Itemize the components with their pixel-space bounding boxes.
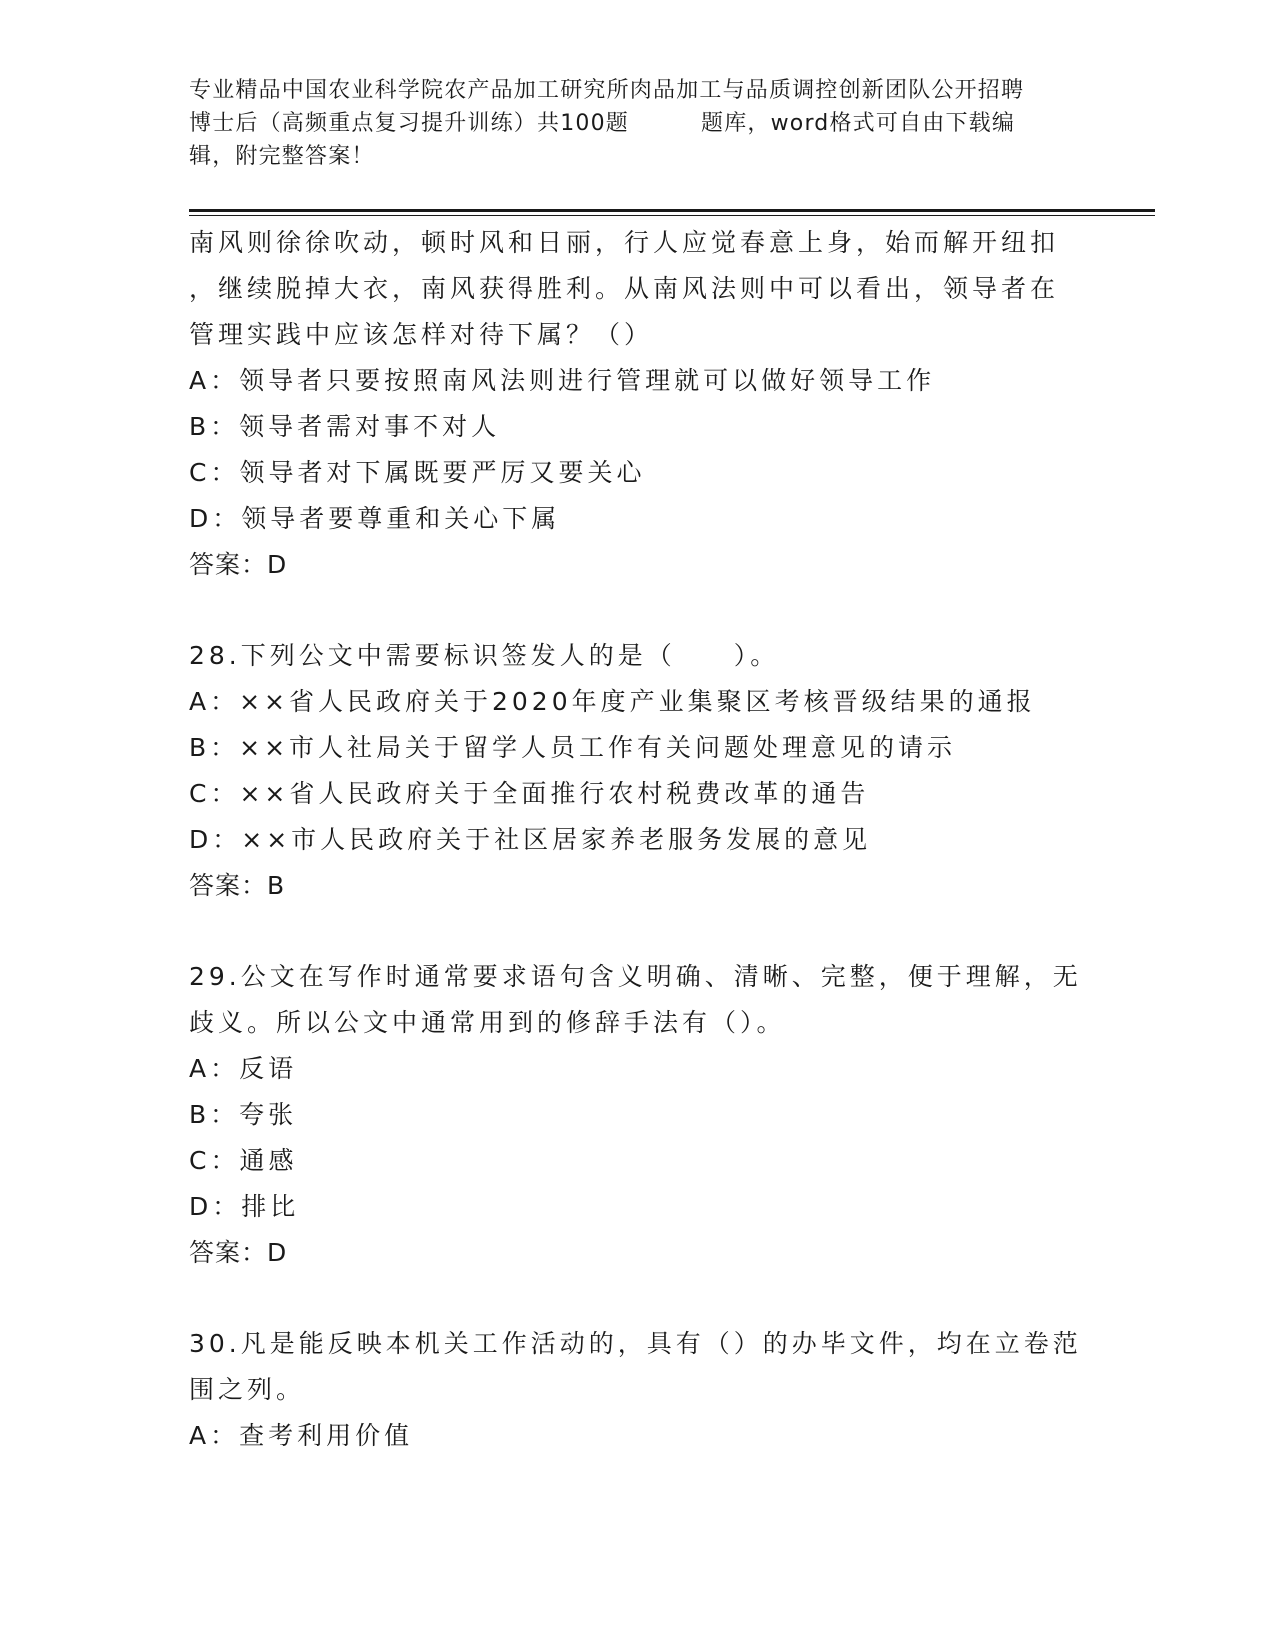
answer: 答案：D [189, 550, 288, 579]
option-a: A：反语 [189, 1054, 298, 1083]
option-a: A：领导者只要按照南风法则进行管理就可以做好领导工作 [189, 366, 936, 395]
option-b: B：夸张 [189, 1100, 298, 1129]
option-d: D：××市人民政府关于社区居家养老服务发展的意见 [189, 825, 872, 854]
question-text: 南风则徐徐吹动，顿时风和日丽，行人应觉春意上身，始而解开纽扣 [189, 228, 1060, 257]
question-28 [189, 633, 1089, 909]
document-header [189, 74, 1089, 173]
header-rule-thick [189, 209, 1155, 212]
question-27 [189, 220, 1089, 588]
document-body [189, 220, 1089, 1459]
question-stem: 29.公文在写作时通常要求语句含义明确、清晰、完整，便于理解，无 [189, 962, 1082, 991]
header-line-3: 辑，附完整答案！ [189, 144, 375, 169]
question-stem: 围之列。 [189, 1375, 306, 1404]
option-c: C：××省人民政府关于全面推行农村税费改革的通告 [189, 779, 870, 808]
option-c: C：领导者对下属既要严厉又要关心 [189, 458, 646, 487]
question-29 [189, 954, 1089, 1276]
question-text: 管理实践中应该怎样对待下属？（） [189, 320, 654, 349]
question-stem: 28.下列公文中需要标识签发人的是（ ）。 [189, 641, 780, 670]
option-d: D：领导者要尊重和关心下属 [189, 504, 561, 533]
answer: 答案：D [189, 1238, 288, 1267]
option-b: B：领导者需对事不对人 [189, 412, 501, 441]
header-rule-thin [189, 215, 1155, 216]
header-line-2-left: 博士后（高频重点复习提升训练）共100题 [189, 111, 629, 136]
option-a: A：查考利用价值 [189, 1421, 414, 1450]
option-c: C：通感 [189, 1146, 298, 1175]
header-line-2 [189, 107, 1089, 140]
question-stem: 30.凡是能反映本机关工作活动的，具有（）的办毕文件，均在立卷范 [189, 1329, 1082, 1358]
header-line-2-right: 题库，word格式可自由下载编 [701, 111, 1016, 136]
answer: 答案：B [189, 871, 286, 900]
question-stem: 歧义。所以公文中通常用到的修辞手法有（）。 [189, 1008, 786, 1037]
option-b: B：××市人社局关于留学人员工作有关问题处理意见的请示 [189, 733, 957, 762]
header-line-1: 专业精品中国农业科学院农产品加工研究所肉品加工与品质调控创新团队公开招聘 [189, 78, 1025, 103]
option-a: A：××省人民政府关于2020年度产业集聚区考核晋级结果的通报 [189, 687, 1036, 716]
option-d: D：排比 [189, 1192, 300, 1221]
question-30 [189, 1321, 1089, 1459]
question-text: ，继续脱掉大衣，南风获得胜利。从南风法则中可以看出，领导者在 [189, 274, 1060, 303]
